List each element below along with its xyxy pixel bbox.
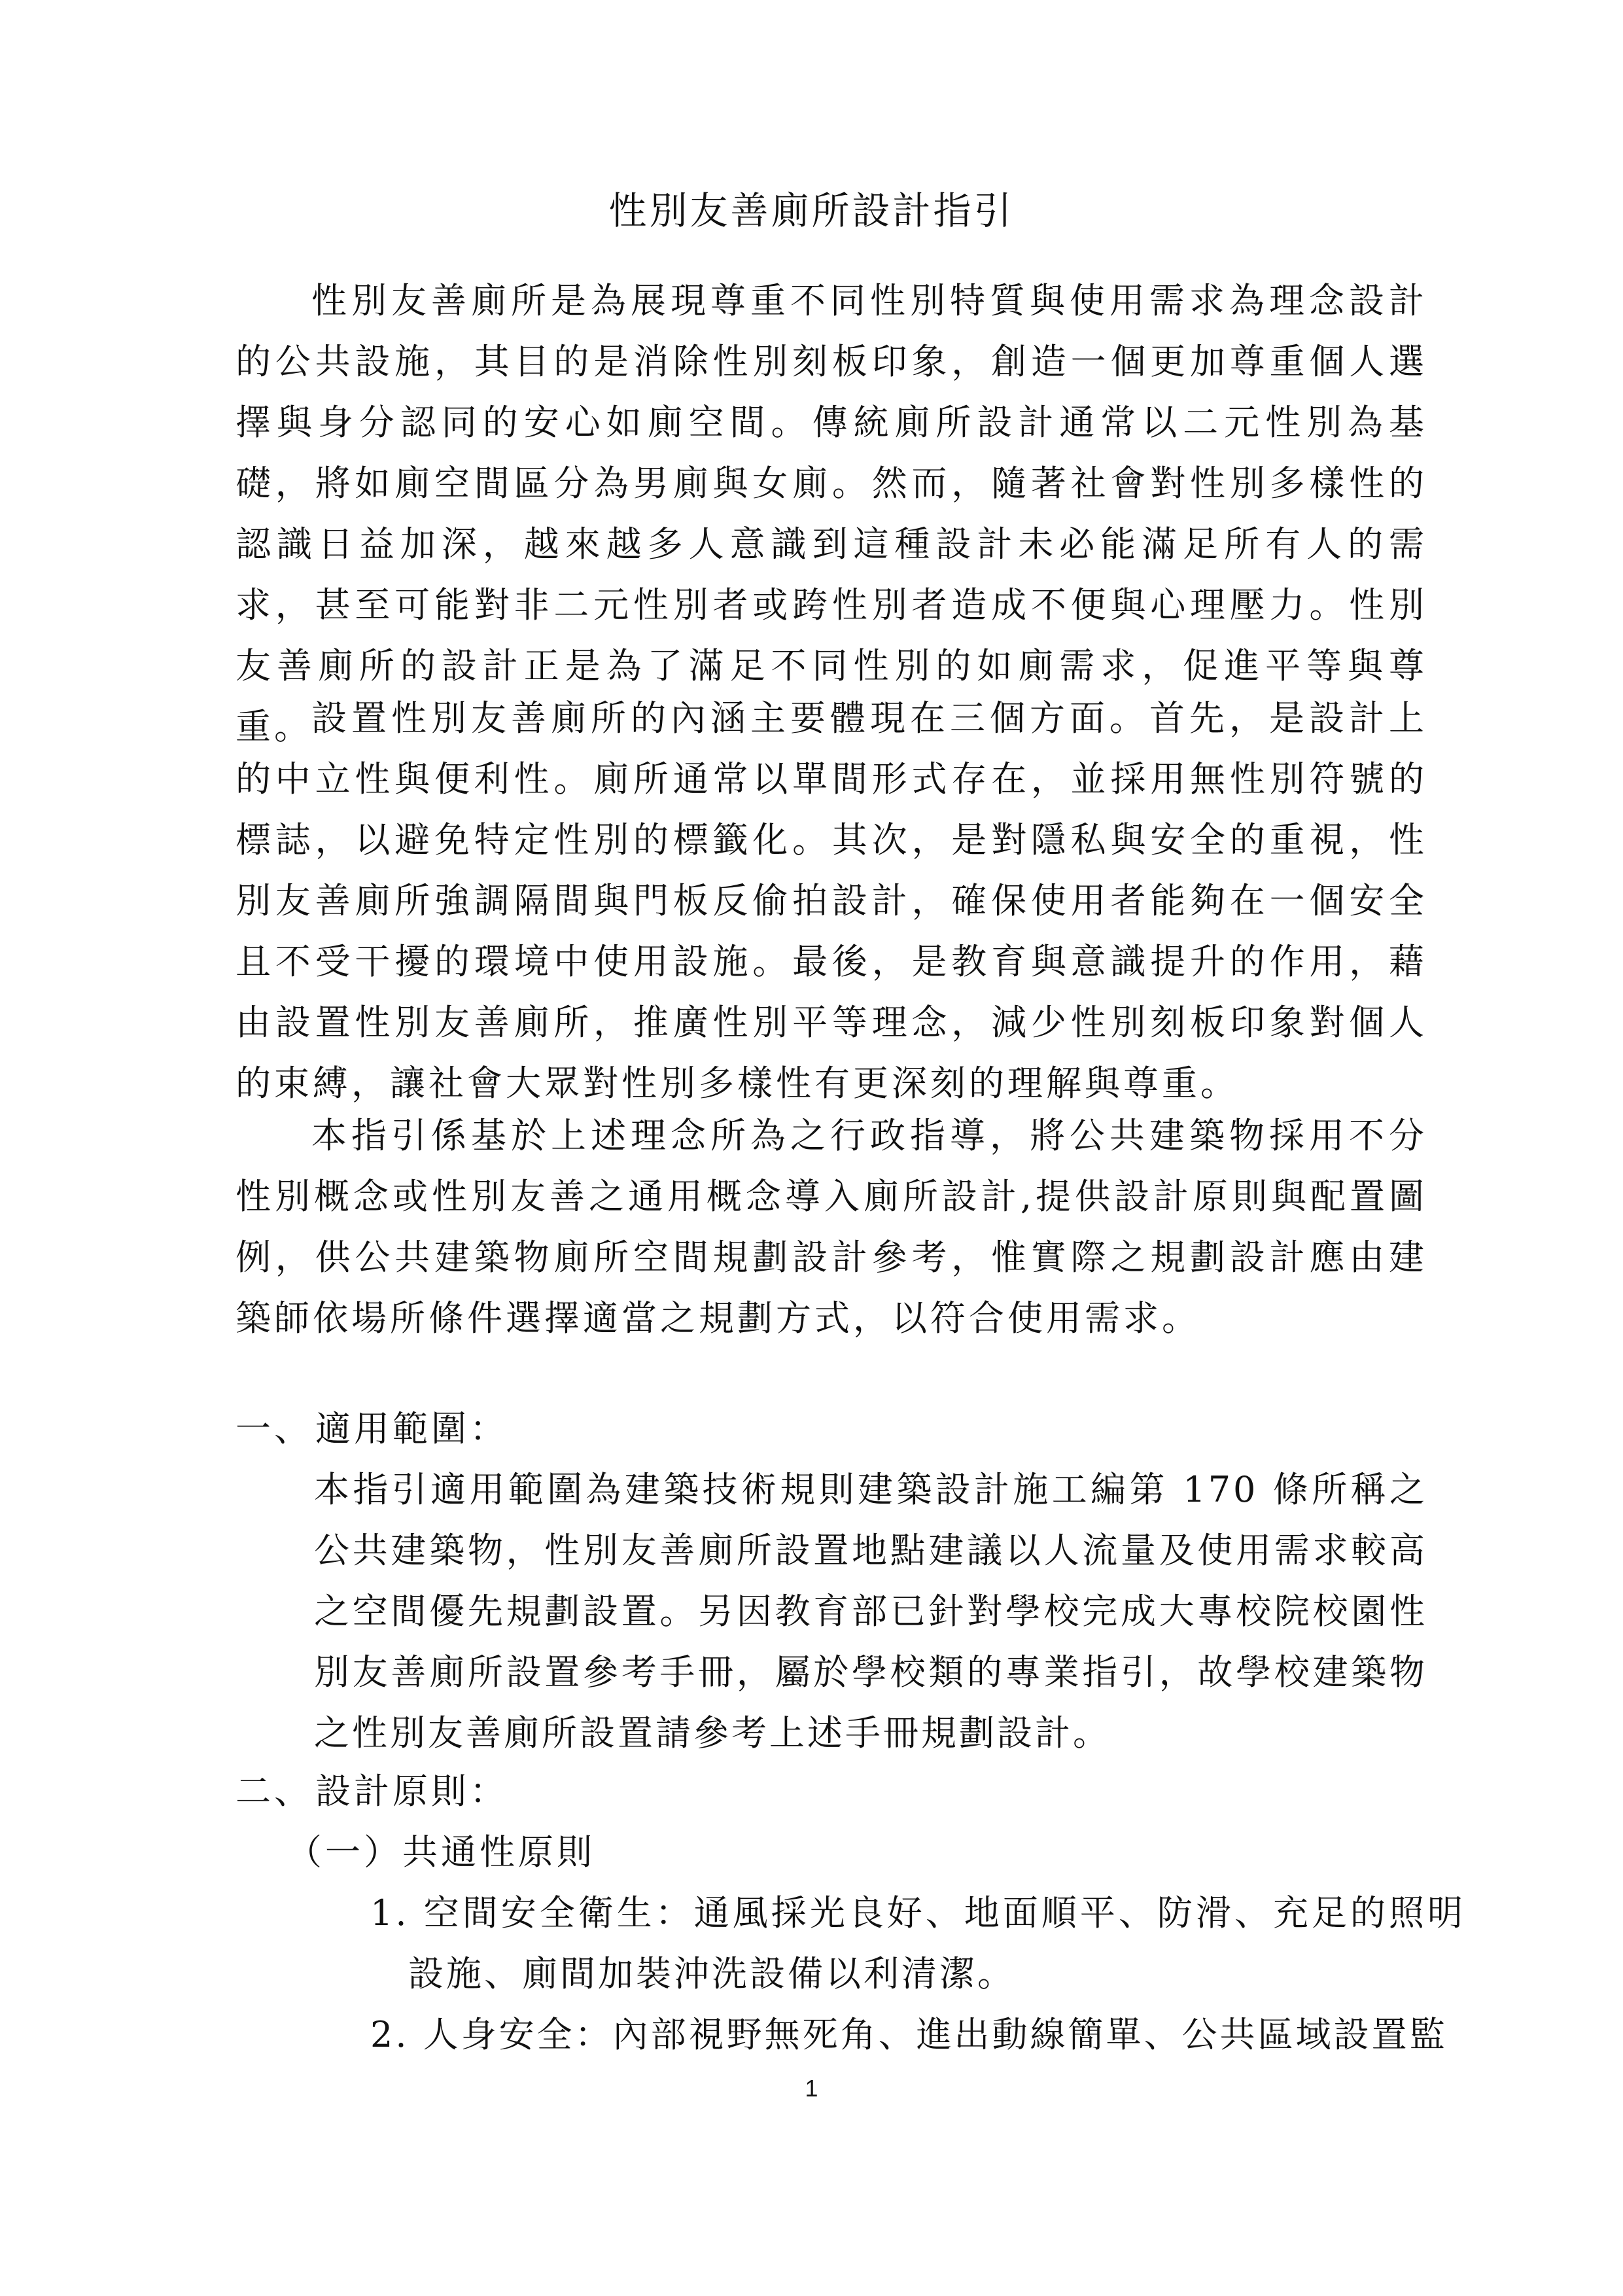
- section-1-number: 一、: [236, 1408, 313, 1449]
- page-title: 性別友善廁所設計指引: [608, 188, 1015, 233]
- section-1-heading: [236, 1398, 508, 1459]
- principle-item-2: 2. 人身安全：內部視野無死角、進出動線簡單、公共區域設置監: [370, 2014, 1448, 2055]
- intro-paragraph-2: 設置性別友善廁所的內涵主要體現在三個方面。首先，是設計上的中立性與便利性。廁所通常以單間形式存在，並採用無性別符號的標誌，以避免特定性別的標籤化。其次，是對隱私與安全的重視，性別友善廁所強調隔間與門板反偷拍設計，確保使用者能夠在一個安全且不受干擾的環境中使用設施。最後，是教育與意識提升的作用，藉由設置性別友善廁所，推廣性別平等理念，減少性別刻板印象對個人的束縛，讓社會大眾對性別多樣性有更深刻的理解與尊重。: [236, 698, 1427, 1104]
- page-number: 1: [805, 2075, 818, 2102]
- section-1-title: 適用範圍：: [315, 1408, 508, 1449]
- section-2-number: 二、: [236, 1771, 313, 1812]
- subsection-common-principles: （一）共通性原則: [287, 1831, 595, 1873]
- section-1-body: 本指引適用範圍為建築技術規則建築設計施工編第 170 條所稱之公共建築物，性別友善廁所設置地點建議以人流量及使用需求較高之空間優先規劃設置。另因教育部已針對學校完成大專校院校園性別友善廁所設置參考手冊，屬於學校類的專業指引，故學校建築物之性別友善廁所設置請參考上述手冊規劃設計。: [314, 1469, 1427, 1754]
- section-2-title: 設計原則：: [315, 1771, 508, 1812]
- intro-paragraph-3: 本指引係基於上述理念所為之行政指導，將公共建築物採用不分性別概念或性別友善之通用概念導入廁所設計,提供設計原則與配置圖例，供公共建築物廁所空間規劃設計參考，惟實際之規劃設計應由建築師依場所條件選擇適當之規劃方式，以符合使用需求。: [236, 1115, 1427, 1339]
- intro-paragraph-1: 性別友善廁所是為展現尊重不同性別特質與使用需求為理念設計的公共設施，其目的是消除性別刻板印象，創造一個更加尊重個人選擇與身分認同的安心如廁空間。傳統廁所設計通常以二元性別為基礎，將如廁空間區分為男廁與女廁。然而，隨著社會對性別多樣性的認識日益加深，越來越多人意識到這種設計未必能滿足所有人的需求，甚至可能對非二元性別者或跨性別者造成不便與心理壓力。性別友善廁所的設計正是為了滿足不同性別的如廁需求，促進平等與尊重。: [236, 280, 1427, 747]
- section-2-heading: [236, 1761, 508, 1822]
- principle-item-1: 1. 空間安全衛生：通風採光良好、地面順平、防滑、充足的照明設施、廁間加裝沖洗設備以利清潔。: [370, 1892, 1465, 1994]
